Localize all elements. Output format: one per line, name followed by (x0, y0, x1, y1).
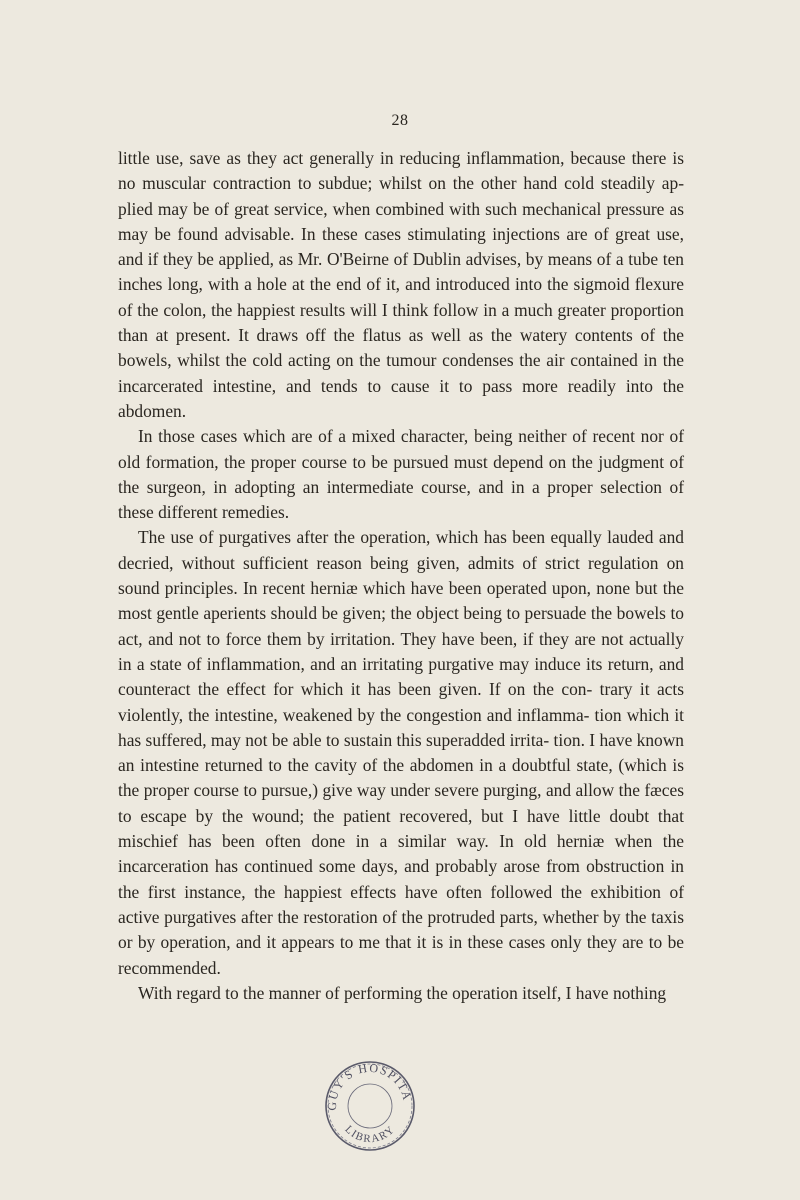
paragraph: In those cases which are of a mixed character, being neither of recent nor of old formation, the proper course to be pursued must depend on the judgment of the surgeon, in adopting an intermediate course, and in a proper selection of these different remedies. (118, 426, 684, 523)
library-stamp-icon (318, 1052, 422, 1156)
library-stamp (318, 1052, 422, 1156)
svg-text:LIBRARY: LIBRARY (342, 1123, 398, 1146)
paragraph: The use of purgatives after the operation, which has been equally lauded and decried, without sufficient reason being given, admits of strict regulation on sound principles. In recent herniæ which have been operated upon, none but the most gentle aperients should be given; the object being to persuade the bowels to act, and not to force them by irritation. They have been, if they are not actually in a state of inflammation, and an irritating purgative may induce its return, and counteract the effect for which it has been given. If on the con- trary it acts violently, the intestine, weakened by the congestion and inflamma- tion which it has suffered, may not be able to sustain this superadded irrita- tion. I have known an intestine returned to the cavity of the abdomen in a doubtful state, (which is the proper course to pursue,) give way under severe purging, and allow the fæces to escape by the wound; the patient recovered, but I have little doubt that mischief has been often done in a similar way. In old herniæ when the incarceration has continued some days, and probably arose from obstruction in the first instance, the happiest effects have often followed the exhibition of active purgatives after the restoration of the protruded parts, whether by the taxis or by operation, and it appears to me that it is in these cases only they are to be recommended. (118, 527, 684, 978)
paragraph: little use, save as they act generally in reducing inflammation, because there is no muscular contraction to subdue; whilst on the other hand cold steadily ap- plied may be of great service, when combined with such mechanical pressure as may be found advisable. In these cases stimulating injections are of great use, and if they be applied, as Mr. O'Beirne of Dublin advises, by means of a tube ten inches long, with a hole at the end of it, and introduced into the sigmoid flexure of the colon, the happiest results will I think follow in a much greater proportion than at present. It draws off the flatus as well as the watery contents of the bowels, whilst the cold acting on the tumour condenses the air contained in the incarcerated intestine, and tends to cause it to pass more readily into the abdomen. (118, 148, 684, 421)
paragraph: With regard to the manner of performing the operation itself, I have nothing (138, 982, 667, 1003)
page-number: 28 (391, 112, 409, 129)
body-text (118, 146, 684, 1006)
svg-text:GUY'S HOSPITAL: GUY'S HOSPITA (324, 1060, 415, 1111)
